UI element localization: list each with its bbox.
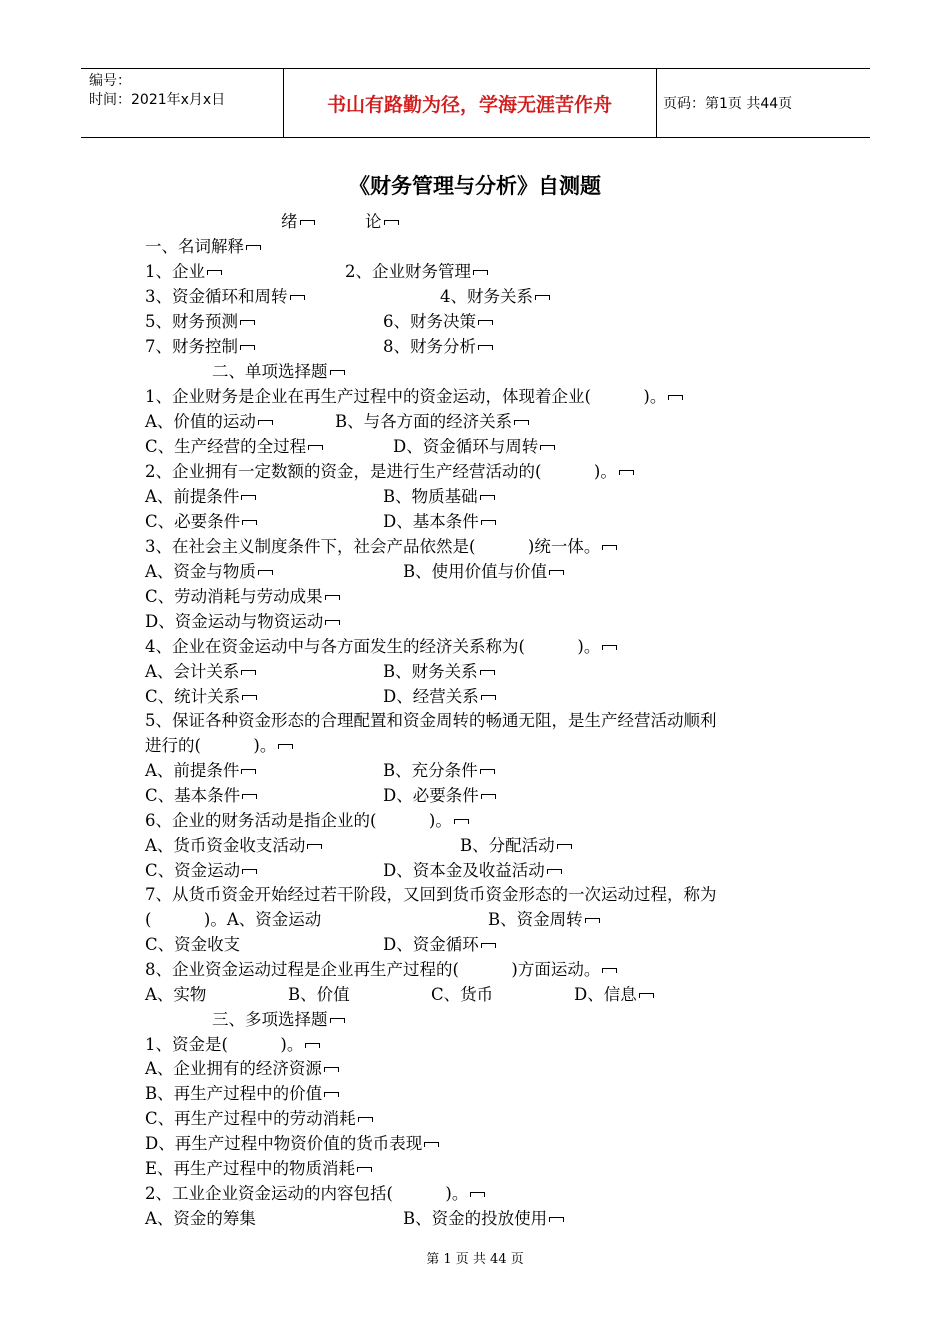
answer-option: D、再生产过程中物资价值的货币表现 bbox=[145, 1133, 439, 1155]
answer-option: A、会计关系 bbox=[145, 661, 256, 683]
answer-option: A、前提条件 bbox=[145, 486, 256, 508]
question-stem-text: 5、保证各种资金形态的合理配置和资金周转的畅通无阻，是生产经营活动顺利 bbox=[145, 711, 717, 730]
answer-option: A、货币资金收支活动 bbox=[145, 835, 322, 857]
section-heading: 三、多项选择题 bbox=[212, 1009, 345, 1031]
question-stem: 2、工业企业资金运动的内容包括( )。 bbox=[145, 1183, 485, 1205]
answer-option: B、与各方面的经济关系 bbox=[335, 411, 529, 433]
answer-option: D、资金循环 bbox=[383, 934, 496, 956]
answer-option: C、必要条件 bbox=[145, 511, 257, 533]
document-title: 《财务管理与分析》自测题 bbox=[349, 174, 601, 198]
answer-option: A、资金与物质 bbox=[145, 561, 273, 583]
document-header bbox=[81, 68, 870, 138]
answer-option: A、企业拥有的经济资源 bbox=[145, 1058, 339, 1080]
question-stem-line1 bbox=[145, 909, 321, 931]
answer-text: C、资金收支 bbox=[145, 935, 241, 954]
answer-option: C、统计关系 bbox=[145, 686, 257, 708]
term-item: 4、财务关系 bbox=[440, 286, 550, 308]
term-item: 6、财务决策 bbox=[383, 311, 493, 333]
term-item: 7、财务控制 bbox=[145, 336, 255, 358]
answer-option: B、物质基础 bbox=[383, 486, 495, 508]
answer-text: A、实物 bbox=[145, 985, 207, 1004]
question-stem: 2、企业拥有一定数额的资金，是进行生产经营活动的( )。 bbox=[145, 461, 634, 483]
section-heading: 二、单项选择题 bbox=[212, 361, 345, 383]
answer-option-plain bbox=[288, 984, 350, 1006]
question-stem: 1、资金是( )。 bbox=[145, 1034, 320, 1056]
answer-text: B、价值 bbox=[288, 985, 350, 1004]
term-item: 5、财务预测 bbox=[145, 311, 255, 333]
question-stem: 进行的( )。 bbox=[145, 735, 293, 757]
answer-option: D、必要条件 bbox=[383, 785, 496, 807]
answer-option: D、资本金及收益活动 bbox=[383, 860, 562, 882]
header-page-info: 页码：第1页 共44页 bbox=[663, 96, 793, 112]
answer-option: D、经营关系 bbox=[383, 686, 496, 708]
chapter-part2: 论 bbox=[365, 211, 399, 233]
answer-option: B、再生产过程中的价值 bbox=[145, 1083, 339, 1105]
answer-option-plain bbox=[145, 1208, 256, 1230]
answer-option: C、劳动消耗与劳动成果 bbox=[145, 586, 340, 608]
time-label: 时间：2021年x月x日 bbox=[89, 92, 226, 108]
header-divider bbox=[656, 69, 657, 137]
answer-option: B、资金周转 bbox=[488, 909, 600, 931]
answer-text: C、货币 bbox=[431, 985, 494, 1004]
question-stem: 4、企业在资金运动中与各方面发生的经济关系称为( )。 bbox=[145, 636, 617, 658]
header-motto: 书山有路勤为径，学海无涯苦作舟 bbox=[326, 93, 612, 116]
answer-option: B、资金的投放使用 bbox=[403, 1208, 564, 1230]
answer-option: D、资金运动与物资运动 bbox=[145, 611, 340, 633]
question-stem: 1、企业财务是企业在再生产过程中的资金运动，体现着企业( )。 bbox=[145, 386, 683, 408]
answer-option: B、财务关系 bbox=[383, 661, 495, 683]
question-stem-text: 7、从货币资金开始经过若干阶段，又回到货币资金形态的一次运动过程，称为 bbox=[145, 885, 717, 904]
answer-option: D、基本条件 bbox=[383, 511, 496, 533]
answer-text: A、资金的筹集 bbox=[145, 1209, 256, 1228]
answer-option: C、资金运动 bbox=[145, 860, 257, 882]
answer-option: A、前提条件 bbox=[145, 760, 256, 782]
number-label: 编号： bbox=[89, 73, 131, 89]
question-stem: 6、企业的财务活动是指企业的( )。 bbox=[145, 810, 469, 832]
answer-option: B、分配活动 bbox=[460, 835, 572, 857]
answer-option: C、生产经营的全过程 bbox=[145, 436, 323, 458]
answer-option: E、再生产过程中的物质消耗 bbox=[145, 1158, 372, 1180]
section-heading: 一、名词解释 bbox=[145, 236, 261, 258]
chapter-part1: 绪 bbox=[281, 211, 315, 233]
answer-option: D、资金循环与周转 bbox=[393, 436, 555, 458]
question-stem-line1 bbox=[145, 710, 717, 732]
term-item: 2、企业财务管理 bbox=[345, 261, 488, 283]
page-footer: 第 1 页 共 44 页 bbox=[426, 1252, 524, 1267]
term-item: 3、资金循环和周转 bbox=[145, 286, 305, 308]
answer-option: B、使用价值与价值 bbox=[403, 561, 564, 583]
term-item: 1、企业 bbox=[145, 261, 222, 283]
answer-option: B、充分条件 bbox=[383, 760, 495, 782]
question-stem: 3、在社会主义制度条件下，社会产品依然是( )统一体。 bbox=[145, 536, 617, 558]
answer-option-plain bbox=[431, 984, 493, 1006]
question-stem: 8、企业资金运动过程是企业再生产过程的( )方面运动。 bbox=[145, 959, 617, 981]
term-item: 8、财务分析 bbox=[383, 336, 493, 358]
question-stem-text: ( )。A、资金运动 bbox=[145, 910, 322, 929]
header-meta bbox=[89, 72, 225, 110]
answer-option-plain bbox=[145, 934, 240, 956]
answer-option: D、信息 bbox=[574, 984, 654, 1006]
answer-option: C、再生产过程中的劳动消耗 bbox=[145, 1108, 373, 1130]
answer-option: C、基本条件 bbox=[145, 785, 257, 807]
answer-option-plain bbox=[145, 984, 206, 1006]
answer-option: A、价值的运动 bbox=[145, 411, 273, 433]
question-stem-line1 bbox=[145, 884, 717, 906]
